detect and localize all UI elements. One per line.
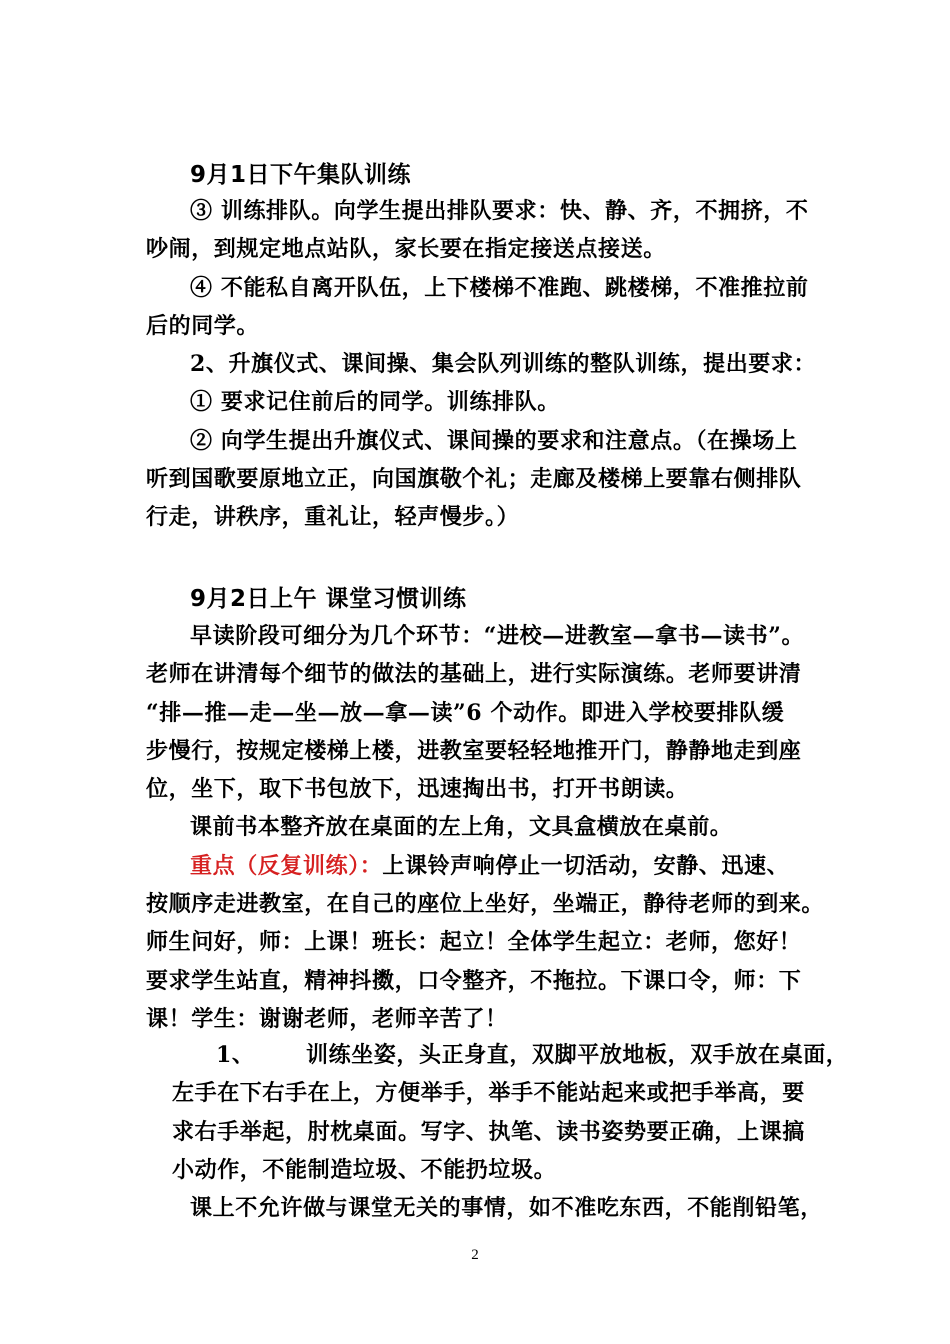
emphasis-label: 重点（反复训练）： [190,852,383,879]
numbered-list-item [172,1036,849,1189]
paragraph-line: 课！学生：谢谢老师，老师辛苦了！ [146,1005,508,1032]
paragraph-line: 后的同学。 [146,312,260,339]
section1-body [146,192,826,537]
paragraph-line: 按顺序走进教室，在自己的座位上坐好，坐端正，静待老师的到来。 [146,891,825,918]
section2-body-continued [146,1189,826,1227]
paragraph-line: 师生问好，师：上课！班长：起立！全体学生起立：老师，您好！ [146,929,802,956]
list-text: 训练坐姿，头正身直，双脚平放地板，双手放在桌面， [306,1042,849,1068]
page-number: 2 [471,1247,479,1263]
paragraph-line: 2、升旗仪式、课间操、集会队列训练的整队训练，提出要求： [190,351,817,378]
paragraph-line: 早读阶段可细分为几个环节：“进校—进教室—拿书—读书”。 [190,623,805,649]
paragraph-line: 要求学生站直，精神抖擞，口令整齐，不拖拉。下课口令，师：下 [146,967,802,994]
list-line: 求右手举起，肘枕桌面。写字、执笔、读书姿势要正确，上课搞 [172,1118,805,1145]
paragraph-line: ① 要求记住前后的同学。训练排队。 [190,389,560,416]
paragraph-text: 上课铃声响停止一切活动，安静、迅速、 [382,852,790,879]
paragraph-line [146,847,826,885]
list-line [172,1036,849,1074]
list-line: 左手在下右手在上，方便举手，举手不能站起来或把手举高，要 [172,1080,805,1107]
section-heading-sep2: 9月2日上午 课堂习惯训练 [190,586,467,612]
paragraph-line: 课前书本整齐放在桌面的左上角，文具盒横放在桌前。 [190,814,733,841]
paragraph-line: 位，坐下，取下书包放下，迅速掏出书，打开书朗读。 [146,776,689,803]
paragraph-line: 课上不允许做与课堂无关的事情，如不准吃东西，不能削铅笔， [190,1195,823,1221]
paragraph-line: 听到国歌要原地立正，向国旗敬个礼；走廊及楼梯上要靠右侧排队 [146,466,802,493]
section-heading-sep1: 9月1日下午集队训练 [190,162,412,188]
paragraph-line: ④ 不能私自离开队伍，上下楼梯不准跑、跳楼梯，不准推拉前 [190,274,809,301]
paragraph-line: “排—推—走—坐—放—拿—读”6 个动作。即进入学校要排队缓 [146,699,785,726]
list-line: 小动作，不能制造垃圾、不能扔垃圾。 [172,1156,557,1183]
paragraph-line: 行走，讲秩序，重礼让，轻声慢步。） [146,504,520,531]
section2-body [146,617,826,1038]
paragraph-line: 吵闹，到规定地点站队，家长要在指定接送点接送。 [146,236,666,263]
paragraph-line: 老师在讲清每个细节的做法的基础上，进行实际演练。老师要讲清 [146,661,802,688]
paragraph-line: ③ 训练排队。向学生提出排队要求：快、静、齐，不拥挤，不 [190,198,809,224]
paragraph-line: 步慢行，按规定楼梯上楼，进教室要轻轻地推开门，静静地走到座 [146,737,802,764]
paragraph-line: ② 向学生提出升旗仪式、课间操的要求和注意点。（在操场上 [190,427,798,454]
list-number: 1、 [216,1042,255,1068]
